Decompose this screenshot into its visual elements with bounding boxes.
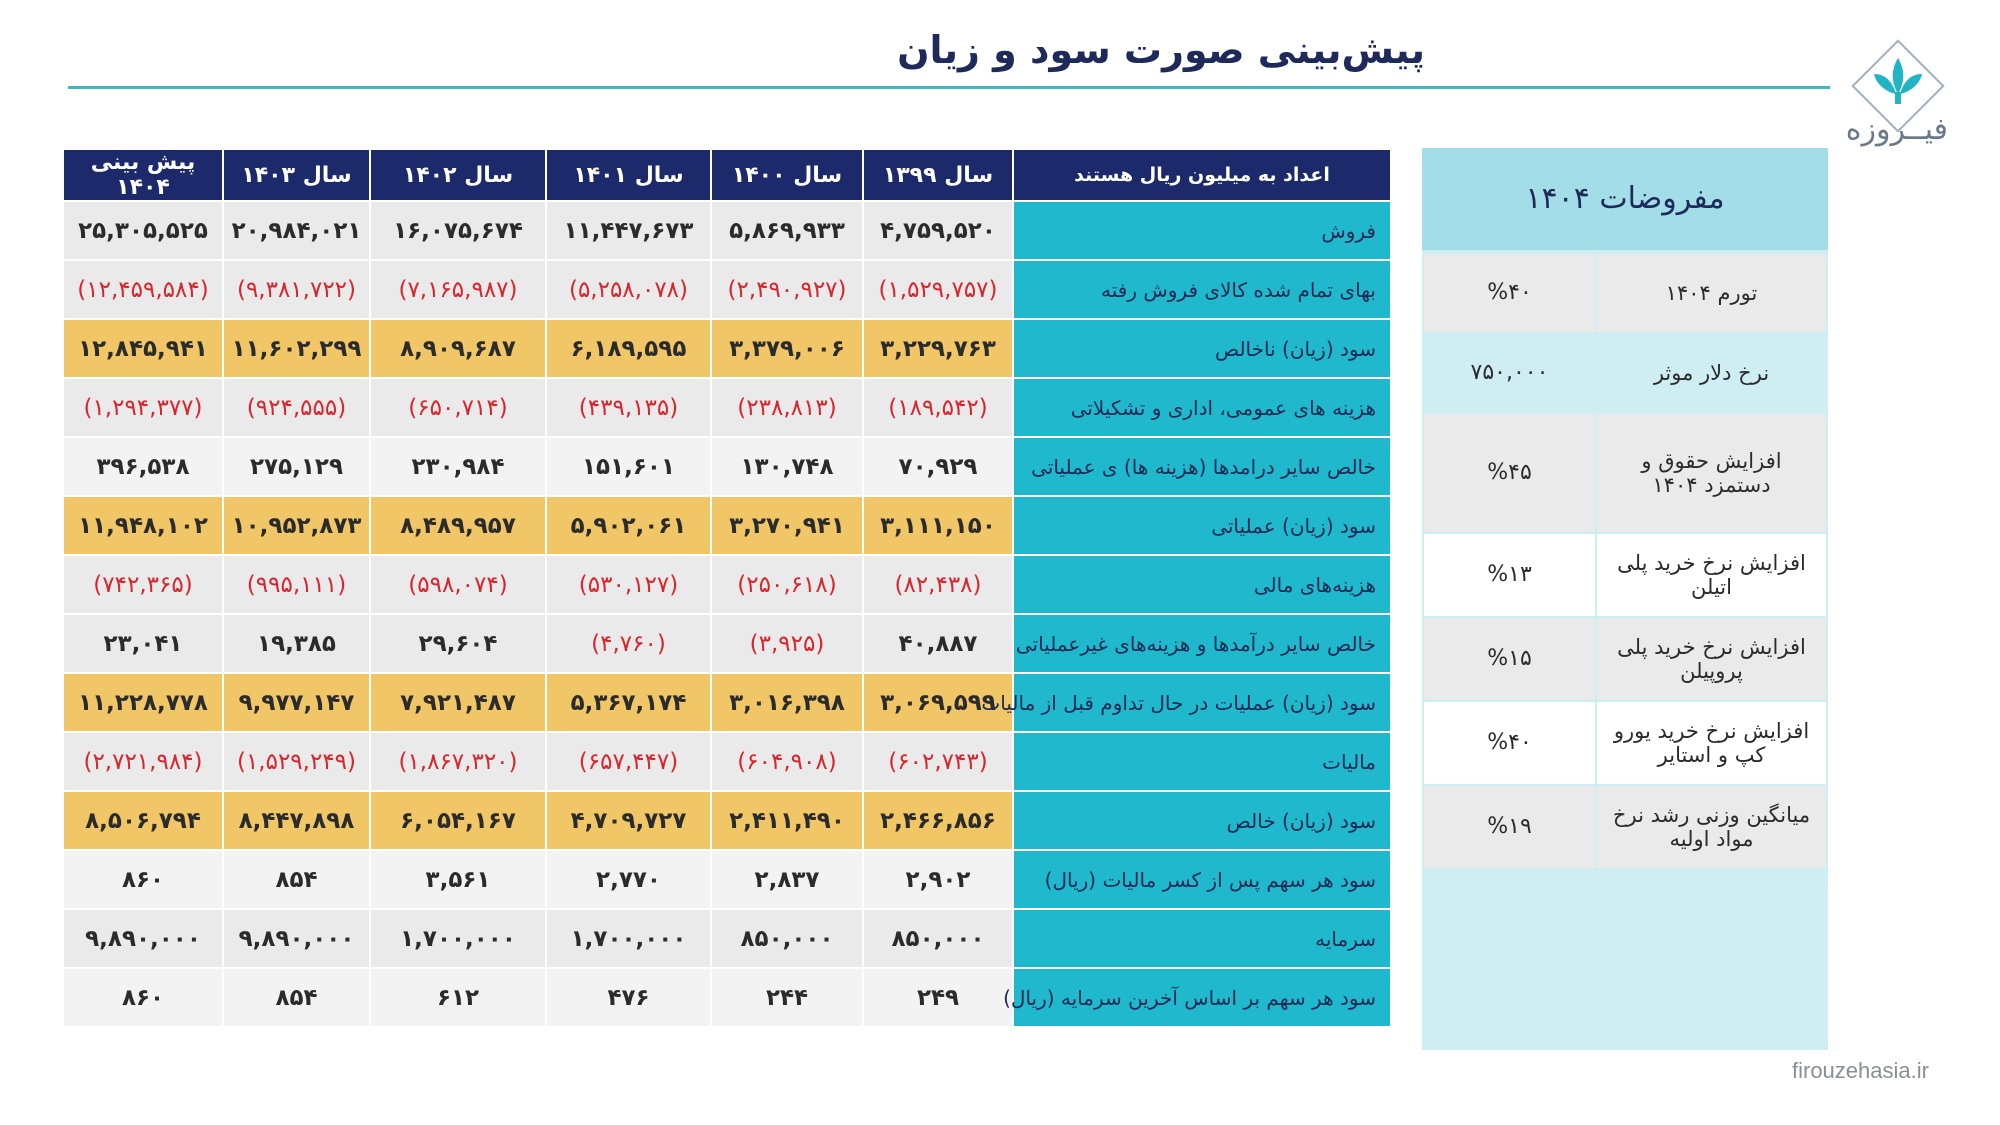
header-forecast-1404: پیش بینی ۱۴۰۴ [64,150,222,200]
assumption-row [1424,534,1826,616]
assumption-row [1424,254,1826,332]
table-cell: ۹,۹۷۷,۱۴۷ [224,674,369,731]
table-cell: ۲,۹۰۲ [864,851,1012,908]
table-cell: ۲۵,۳۰۵,۵۲۵ [64,202,222,259]
table-cell: (۱,۵۲۹,۲۴۹) [224,733,369,790]
table-cell: (۷۴۲,۳۶۵) [64,556,222,613]
table-cell: ۴,۷۰۹,۷۲۷ [547,792,710,849]
table-cell: (۵,۲۵۸,۰۷۸) [547,261,710,318]
table-cell: ۲۳,۰۴۱ [64,615,222,672]
row-label: خالص سایر درآمدها و هزینه‌های غیرعملیاتی [1014,615,1390,672]
table-cell: ۱۲,۸۴۵,۹۴۱ [64,320,222,377]
table-cell: ۲۴۴ [712,969,862,1026]
table-cell: (۹۲۴,۵۵۵) [224,379,369,436]
table-cell: ۴۰,۸۸۷ [864,615,1012,672]
table-cell: ۲۳۰,۹۸۴ [371,438,545,495]
table-cell: ۳,۰۱۶,۳۹۸ [712,674,862,731]
table-cell: ۳,۲۷۰,۹۴۱ [712,497,862,554]
table-cell: (۷,۱۶۵,۹۸۷) [371,261,545,318]
assumption-label: نرخ دلار موثر [1597,334,1826,412]
table-cell: ۵,۸۶۹,۹۳۳ [712,202,862,259]
table-cell: (۶۰۴,۹۰۸) [712,733,862,790]
table-cell: ۱۱,۶۰۲,۲۹۹ [224,320,369,377]
table-header-row [64,150,1390,200]
assumptions-table [1422,252,1828,870]
assumption-value: %۱۳ [1424,534,1595,616]
row-label: هزینه های عمومی، اداری و تشکیلاتی [1014,379,1390,436]
row-label: بهای تمام شده کالای فروش رفته [1014,261,1390,318]
table-cell: ۸,۴۸۹,۹۵۷ [371,497,545,554]
table-cell: ۳,۳۷۹,۰۰۶ [712,320,862,377]
table-cell: ۵,۹۰۲,۰۶۱ [547,497,710,554]
assumptions-title: مفروضات ۱۴۰۴ [1422,148,1828,250]
header-1400: سال ۱۴۰۰ [712,150,862,200]
table-cell: (۱۲,۴۵۹,۵۸۴) [64,261,222,318]
table-cell: (۲۵۰,۶۱۸) [712,556,862,613]
table-cell: ۶۱۲ [371,969,545,1026]
table-cell: (۵۳۰,۱۲۷) [547,556,710,613]
row-label: هزینه‌های مالی [1014,556,1390,613]
assumption-value: ۷۵۰,۰۰۰ [1424,334,1595,412]
table-cell: (۳,۹۲۵) [712,615,862,672]
table-cell: ۱۱,۲۲۸,۷۷۸ [64,674,222,731]
assumption-label: میانگین وزنی رشد نرخ مواد اولیه [1597,786,1826,868]
table-cell: ۸۵۴ [224,969,369,1026]
table-cell: ۱۶,۰۷۵,۶۷۴ [371,202,545,259]
table-cell: ۹,۸۹۰,۰۰۰ [224,910,369,967]
table-cell: ۲,۷۷۰ [547,851,710,908]
row-label: سود (زیان) ناخالص [1014,320,1390,377]
row-label: خالص سایر درامدها (هزینه ها) ی عملیاتی [1014,438,1390,495]
table-cell: ۲,۴۱۱,۴۹۰ [712,792,862,849]
table-cell: (۶۵۷,۴۴۷) [547,733,710,790]
row-label: سود (زیان) عملیات در حال تداوم قبل از مالیات [1014,674,1390,731]
row-label: مالیات [1014,733,1390,790]
table-row [64,733,1390,790]
table-cell: ۲۹,۶۰۴ [371,615,545,672]
assumptions-panel [1422,148,1828,1050]
assumption-value: %۴۰ [1424,254,1595,332]
table-cell: ۳,۰۶۹,۵۹۹ [864,674,1012,731]
assumption-row [1424,786,1826,868]
table-row [64,851,1390,908]
table-cell: ۸,۵۰۶,۷۹۴ [64,792,222,849]
table-cell: (۶۵۰,۷۱۴) [371,379,545,436]
table-cell: ۱,۷۰۰,۰۰۰ [371,910,545,967]
table-cell: ۲۷۵,۱۲۹ [224,438,369,495]
table-row [64,379,1390,436]
table-cell: ۲۰,۹۸۴,۰۲۱ [224,202,369,259]
header-1399: سال ۱۳۹۹ [864,150,1012,200]
table-cell: ۸۵۰,۰۰۰ [712,910,862,967]
assumption-row [1424,414,1826,532]
table-cell: ۱۹,۳۸۵ [224,615,369,672]
table-cell: (۲,۴۹۰,۹۲۷) [712,261,862,318]
header-1403: سال ۱۴۰۳ [224,150,369,200]
table-row [64,320,1390,377]
table-cell: (۱,۵۲۹,۷۵۷) [864,261,1012,318]
table-cell: (۶۰۲,۷۴۳) [864,733,1012,790]
table-cell: (۸۲,۴۳۸) [864,556,1012,613]
row-label: سود (زیان) عملیاتی [1014,497,1390,554]
assumption-value: %۴۰ [1424,702,1595,784]
table-cell: ۸,۹۰۹,۶۸۷ [371,320,545,377]
table-cell: ۱۱,۹۴۸,۱۰۲ [64,497,222,554]
assumption-value: %۱۹ [1424,786,1595,868]
table-cell: ۴,۷۵۹,۵۲۰ [864,202,1012,259]
table-row [64,202,1390,259]
assumption-value: %۱۵ [1424,618,1595,700]
table-cell: (۲,۷۲۱,۹۸۴) [64,733,222,790]
table-cell: ۱۵۱,۶۰۱ [547,438,710,495]
assumption-label: تورم ۱۴۰۴ [1597,254,1826,332]
table-cell: ۱۱,۴۴۷,۶۷۳ [547,202,710,259]
table-cell: ۳,۵۶۱ [371,851,545,908]
table-cell: ۱,۷۰۰,۰۰۰ [547,910,710,967]
table-row [64,438,1390,495]
table-row [64,261,1390,318]
table-cell: ۶,۱۸۹,۵۹۵ [547,320,710,377]
assumption-label: افزایش حقوق و دستمزد ۱۴۰۴ [1597,414,1826,532]
table-cell: ۵,۳۶۷,۱۷۴ [547,674,710,731]
logo-text: فیــروزه [1845,112,1948,147]
table-cell: ۶,۰۵۴,۱۶۷ [371,792,545,849]
row-label: سود هر سهم بر اساس آخرین سرمایه (ریال) [1014,969,1390,1026]
table-row [64,674,1390,731]
row-label: فروش [1014,202,1390,259]
header-1401: سال ۱۴۰۱ [547,150,710,200]
table-cell: ۸۵۰,۰۰۰ [864,910,1012,967]
table-cell: (۱,۲۹۴,۳۷۷) [64,379,222,436]
table-cell: ۲۴۹ [864,969,1012,1026]
table-cell: ۴۷۶ [547,969,710,1026]
table-cell: (۴,۷۶۰) [547,615,710,672]
table-cell: ۳,۲۲۹,۷۶۳ [864,320,1012,377]
assumption-row [1424,334,1826,412]
table-row [64,910,1390,967]
header-1402: سال ۱۴۰۲ [371,150,545,200]
website-footer: firouzehasia.ir [1792,1058,1929,1083]
table-cell: ۸۵۴ [224,851,369,908]
table-cell: (۵۹۸,۰۷۴) [371,556,545,613]
header-units-note: اعداد به میلیون ریال هستند [1014,150,1390,200]
income-statement-table [62,148,1392,1028]
table-cell: ۷۰,۹۲۹ [864,438,1012,495]
row-label: سود (زیان) خالص [1014,792,1390,849]
table-cell: (۲۳۸,۸۱۳) [712,379,862,436]
table-cell: (۹,۳۸۱,۷۲۲) [224,261,369,318]
assumption-row [1424,618,1826,700]
table-cell: ۱۳۰,۷۴۸ [712,438,862,495]
assumption-value: %۴۵ [1424,414,1595,532]
assumption-row [1424,702,1826,784]
title-underline [68,86,1830,89]
table-cell: ۹,۸۹۰,۰۰۰ [64,910,222,967]
assumption-label: افزایش نرخ خرید پلی اتیلن [1597,534,1826,616]
table-cell: ۳,۱۱۱,۱۵۰ [864,497,1012,554]
page-title: پیش‌بینی صورت سود و زیان [897,28,1425,72]
table-row [64,556,1390,613]
row-label: سود هر سهم پس از کسر مالیات (ریال) [1014,851,1390,908]
table-cell: ۳۹۶,۵۳۸ [64,438,222,495]
table-cell: ۲,۸۳۷ [712,851,862,908]
table-cell: ۲,۴۶۶,۸۵۶ [864,792,1012,849]
assumption-label: افزایش نرخ خرید یورو کپ و استایر [1597,702,1826,784]
table-cell: ۷,۹۲۱,۴۸۷ [371,674,545,731]
table-cell: (۱۸۹,۵۴۲) [864,379,1012,436]
row-label: سرمایه [1014,910,1390,967]
table-row [64,792,1390,849]
table-cell: ۱۰,۹۵۲,۸۷۳ [224,497,369,554]
table-cell: ۸۶۰ [64,851,222,908]
table-cell: ۸۶۰ [64,969,222,1026]
assumption-label: افزایش نرخ خرید پلی پروپیلن [1597,618,1826,700]
table-cell: (۴۳۹,۱۳۵) [547,379,710,436]
table-cell: (۹۹۵,۱۱۱) [224,556,369,613]
table-row [64,969,1390,1026]
table-cell: ۸,۴۴۷,۸۹۸ [224,792,369,849]
table-cell: (۱,۸۶۷,۳۲۰) [371,733,545,790]
table-row [64,615,1390,672]
table-row [64,497,1390,554]
